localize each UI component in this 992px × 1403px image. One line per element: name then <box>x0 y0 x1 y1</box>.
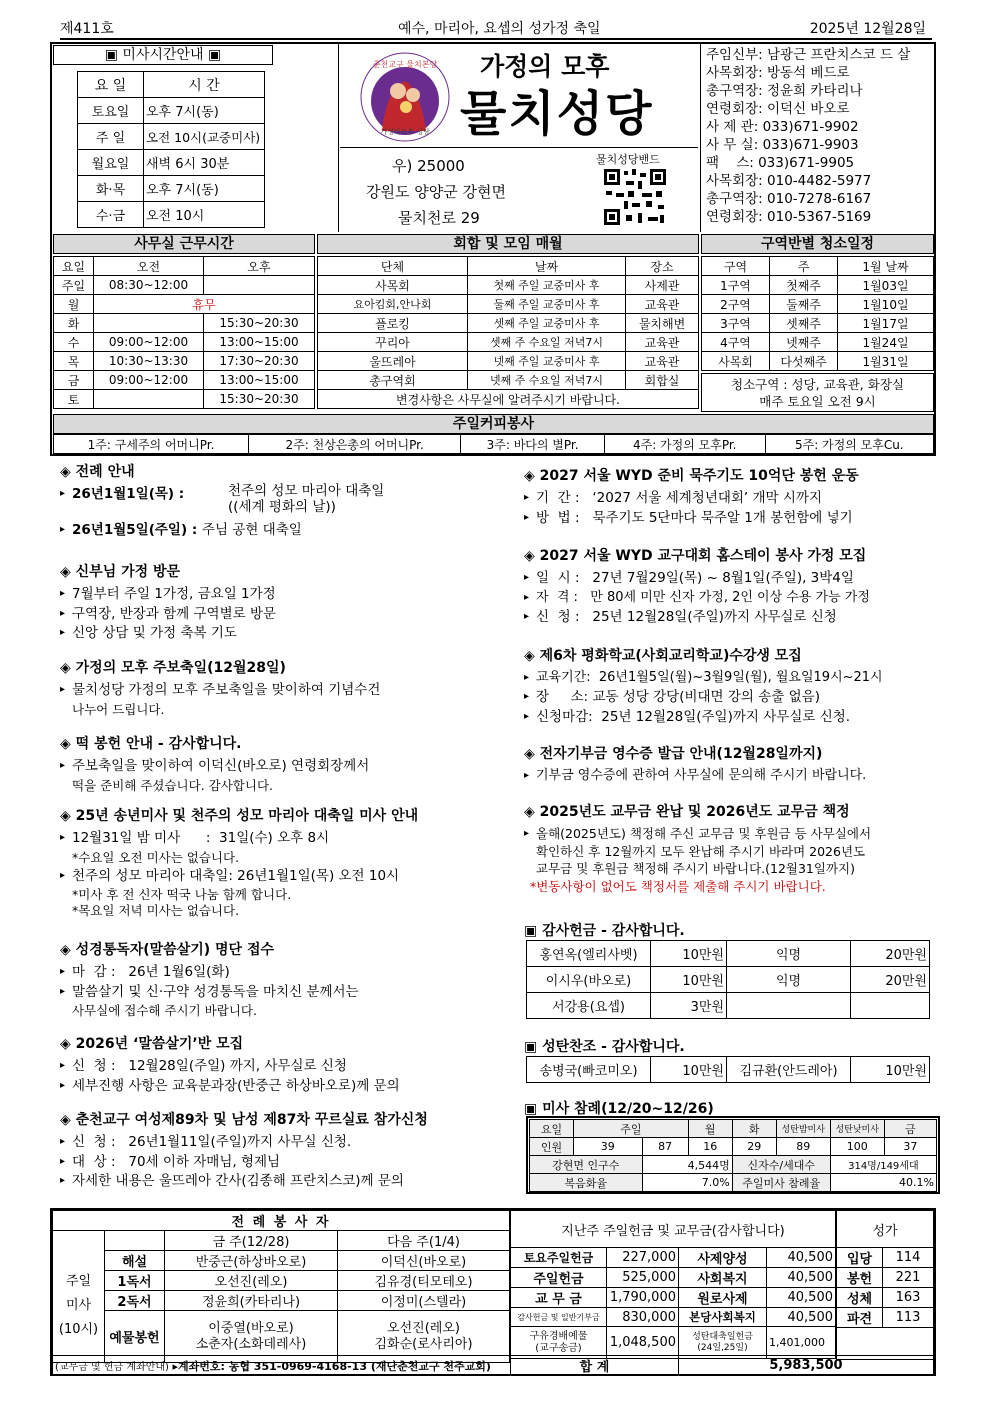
mass-day: 화·목 <box>78 176 144 202</box>
account-guide: (교무금 및 헌금 계좌안내) <box>55 1361 169 1373</box>
contact-row: 사목회장: 010-4482-5977 <box>706 173 872 189</box>
account-number: ▸계좌번호: 농협 351-0969-4168-13 (재단춘천교구 천주교회) <box>172 1359 491 1373</box>
coffee-table: 1주: 구세주의 어머니Pr. 2주: 천상은총의 어머니Pr. 3주: 바다의 별Pr. 4주: 가정의 모후Pr. 5주: 가정의 모후Cu. <box>53 434 934 454</box>
liturgy-section: ◈ 전례 안내 ▸ 26년1월1일(목) : 천주의 성모 마리아 대축일 ((세계 평화의 날)) ▸ 26년1월5일(주일) : 주님 공현 대축일 <box>60 462 500 541</box>
mass-day: 주 일 <box>78 124 144 150</box>
contact-row: 연령회장: 010-5367-5169 <box>706 209 872 225</box>
contacts-panel <box>706 46 934 226</box>
mass-time: 오후 7시(동) <box>144 176 265 202</box>
coffee-title: 주일커피봉사 <box>53 414 934 434</box>
bible-reading-section: ◈ 성경통독자(말씀살기) 명단 접수 ▸ 마 감 : 26년 1월6일(화) ▸ 말씀살기 및 신·구약 성경통독을 마치신 분께서는 사무실에 접수해 주시기 바랍니다. <box>60 940 500 1021</box>
parish-logo <box>360 51 450 143</box>
mass-day: 토요일 <box>78 98 144 124</box>
meetings-title: 회합 및 모임 매월 <box>317 234 699 254</box>
logo-bottom-text: 가정의모후 성당 <box>380 128 430 136</box>
postal-code: 우) 25000 <box>392 157 465 175</box>
grand-total: 5,983,500 <box>679 1356 934 1376</box>
office-hours-title: 사무실 근무시간 <box>53 234 315 254</box>
mass-day: 월요일 <box>78 150 144 176</box>
logo-top-text: 춘천교구 물치본당 <box>372 60 438 69</box>
parish-name: 물치성당 <box>460 86 654 142</box>
thanks-table: 홍연옥(엘리사벳) 10만원 익명 20만원 이시우(바오로) 10만원 익명 20만원 서강용(요셉) 3만원 <box>526 940 930 1019</box>
contact-row: 연령회장: 이덕신 바오로 <box>706 101 850 117</box>
attendance-title: ▣ 미사 참례(12/20~12/26) <box>524 1101 714 1117</box>
meetings-table: 단체 날짜 장소 사목회 첫째 주일 교중미사 후 사제관 요아킴회,안나회 둘째 주일 교중미사 후 교육관 플로킹 셋째 주일 교중미사 후 물치해변 꾸리아 셋째 주 수요일 저녁7시 교육관 울뜨레아 넷째 주일 교중미사 후 교육관 총구역회 넷째 주 수요일 저녁7시 회합실 변경사항은 사무실에 알려주시기 바랍니다. <box>317 256 699 409</box>
contact-row: 사 무 실: 033)671-9903 <box>706 137 859 153</box>
receipt-section: ◈ 전자기부금 영수증 발급 안내(12월28일까지) ▸ 기부금 영수증에 관하여 사무실에 문의해 주시기 바랍니다. <box>524 744 944 786</box>
issue-date: 2025년 12월28일 <box>809 21 926 37</box>
finance-table: 지난주 주일헌금 및 교무금(감사합니다) 토요주일헌금 227,000 사제양성 40,500 주일헌금 525,000 사회복지 40,500 교 무 금 1,790,000 원로사제 40,500 감사헌금 및 일반기부금 830,000 본당사회복지 40,500 구유경배예물 (교구송금) 1,048,500 성탄대축일헌금 (24일,25일) 1,401,000 <box>510 1210 836 1359</box>
contact-row: 팩 스: 033)671-9905 <box>706 155 855 171</box>
hymns-table: 성가 입당 114 봉헌 221 성체 163 파견 113 <box>836 1210 934 1360</box>
address-line2: 물치천로 29 <box>398 209 480 227</box>
feast-title: 예수, 마리아, 요셉의 성가정 축일 <box>398 21 601 37</box>
wyd-homestay-section: ◈ 2027 서울 WYD 교구대회 홈스테이 봉사 가정 모집 ▸ 일 시 : 27년 7월29일(목) ~ 8월1일(주일), 3박4일 ▸ 자 격 : 만 80세 미만 신자 가정, 2인 이상 수용 가능 가정 ▸ 신 청 : 25년 12월28일(주일)까지 사무실로 신청 <box>524 546 944 627</box>
contact-row: 총구역장: 010-7278-6167 <box>706 191 872 207</box>
mass-time: 오전 10시 <box>144 202 265 228</box>
word-class-section: ◈ 2026년 ‘말씀살기’반 모집 ▸ 신 청 : 12월28일(주일) 까지, 사무실로 신청 ▸ 세부진행 사항은 교육분과장(반중근 하상바오로)께 문의 <box>60 1034 500 1096</box>
ministry-table: 전 례 봉 사 자 금 주(12/28) 다음 주(1/4) 주일 미사 (10시) 해설 반중근(하상바오로) 이덕신(바오로) 1독서 오선진(레오) 김유경(티모테오) 2독서 정윤희(카타리나) 이정미(스텔라) 예물봉헌 이중열(바오로) 소춘자(소화데레사) 오선진(레오) 김화순(로사리아) <box>52 1210 510 1363</box>
col-time: 시 간 <box>144 72 265 98</box>
mass-times-panel <box>53 45 273 230</box>
mass-time: 오전 10시(교중미사) <box>144 124 265 150</box>
cleaning-title: 구역반별 청소일정 <box>701 234 934 254</box>
band-label: 물치성당밴드 <box>596 153 660 166</box>
peace-school-section: ◈ 제6차 평화학교(사회교리학교)수강생 모집 ▸ 교육기간: 26년1월5일(월)~3월9일(월), 월요일19시~21시 ▸ 장 소: 교동 성당 강당(비대면 강의 송출 없음) ▸ 신청마감: 25년 12월28일(주일)까지 사무실로 신청. <box>524 646 944 727</box>
mass-day: 수·금 <box>78 202 144 228</box>
mass-time: 새벽 6시 30분 <box>144 150 265 176</box>
total-row: (교무금 및 헌금 계좌안내) ▸계좌번호: 농협 351-0969-4168-13 (재단춘천교구 천주교회) 합 계 5,983,500 <box>52 1355 934 1376</box>
christmas-title: ▣ 성탄찬조 - 감사합니다. <box>524 1039 685 1055</box>
wyd-rosary-section: ◈ 2027 서울 WYD 준비 묵주기도 10억단 봉헌 운동 ▸ 기 간 : ‘2027 서울 세계청년대회’ 개막 시까지 ▸ 방 법 : 묵주기도 5단마다 묵주알 1개 봉헌함에 넣기 <box>524 466 944 528</box>
mass-time: 오후 7시(동) <box>144 98 265 124</box>
cleaning-table: 구역 주 1월 날짜 1구역 첫째주 1월03일 2구역 둘째주 1월10일 3구역 셋째주 1월17일 4구역 넷째주 1월24일 사목회 다섯째주 1월31일 <box>701 256 934 371</box>
qr-code[interactable] <box>602 167 668 227</box>
attendance-table: 요일 주일 월 화 성탄밤미사 성탄낮미사 금 인원 39 87 16 29 89 100 37 강현면 인구수 4,544명 신자수/세대수 314명/149세대 복음화율 7.0% 주일미사 참례율 40.1% <box>529 1119 937 1192</box>
parish-center <box>340 45 698 230</box>
contact-row: 총구역장: 정윤희 카타리나 <box>706 83 863 99</box>
address-line1: 강원도 양양군 강현면 <box>366 183 506 201</box>
mass-times-title: ▣ 미사시간안내 ▣ <box>53 45 273 65</box>
mass-times-table <box>77 71 265 228</box>
cleaning-note: 청소구역 : 성당, 교육관, 화장실 매주 토요일 오전 9시 <box>701 373 934 412</box>
yearend-mass-section: ◈ 25년 송년미사 및 천주의 성모 마리아 대축일 미사 안내 ▸ 12월31일 밤 미사 : 31일(수) 오후 8시 *수요일 오전 미사는 없습니다. ▸ 천주의 성모 마리아 대축일: 26년1월1일(목) 오전 10시 *미사 후 전 신자 떡국 나눔 함께 합니다. *목요일 저녁 미사는 없습니다. <box>60 806 500 919</box>
mass-group-label: 주일 <box>65 1274 92 1290</box>
contact-row: 사 제 관: 033)671-9902 <box>706 119 859 135</box>
rice-cake-section: ◈ 떡 봉헌 안내 - 감사합니다. ▸ 주보축일을 맞이하여 이덕신(바오로) 연령회장께서 떡을 준비해 주셨습니다. 감사합니다. <box>60 734 500 795</box>
dues-section: ◈ 2025년도 교무금 완납 및 2026년도 교무금 책정 ▸ 올해(2025년도) 책정해 주신 교무금 및 후원금 등 사무실에서 확인하신 후 12월까지 모두 완납해 주시기 바라며 2026년도 교무금 및 후원금 책정해 주시기 바랍니다.(12월31일까지) *변동사항이 없어도 책정서를 제출해 주시기 바랍니다. <box>524 802 948 895</box>
visit-section: ◈ 신부님 가정 방문 ▸ 7월부터 주일 1가정, 금요일 1가정 ▸ 구역장, 반장과 함께 구역별로 방문 ▸ 신앙 상담 및 가정 축복 기도 <box>60 562 500 644</box>
patron-section: ◈ 가정의 모후 주보축일(12월28일) ▸ 물치성당 가정의 모후 주보축일을 맞이하여 기념수건 나누어 드립니다. <box>60 658 500 719</box>
contact-row: 사목회장: 방동석 베드로 <box>706 65 850 81</box>
contact-row: 주임신부: 남광근 프란치스코 드 살 <box>706 47 911 63</box>
thanks-title: ▣ 감사헌금 - 감사합니다. <box>524 923 685 939</box>
christmas-table: 송병국(빠코미오) 10만원 김규환(안드레아) 10만원 <box>526 1056 930 1083</box>
parish-subtitle: 가정의 모후 <box>480 52 610 81</box>
col-day: 요 일 <box>78 72 144 98</box>
issue-number: 제411호 <box>60 21 114 37</box>
header-bar <box>60 18 932 40</box>
office-hours-table: 요일 오전 오후 주일 08:30~12:00 월 휴무 화 15:30~20:30 수 09:00~12:00 13:00~15:00 목 10:30~13:30 17:30~20:30 금 09:00~12:00 13:00~15:00 토 15:30~20:30 <box>53 256 315 409</box>
cursillo-section: ◈ 춘천교구 여성제89차 및 남성 제87차 꾸르실료 참가신청 ▸ 신 청 : 26년1월11일(주일)까지 사무실 신청. ▸ 대 상 : 70세 이하 자매님, 형제님 ▸ 자세한 내용은 울뜨레아 간사(김종해 프란치스코)께 문의 <box>60 1110 500 1192</box>
